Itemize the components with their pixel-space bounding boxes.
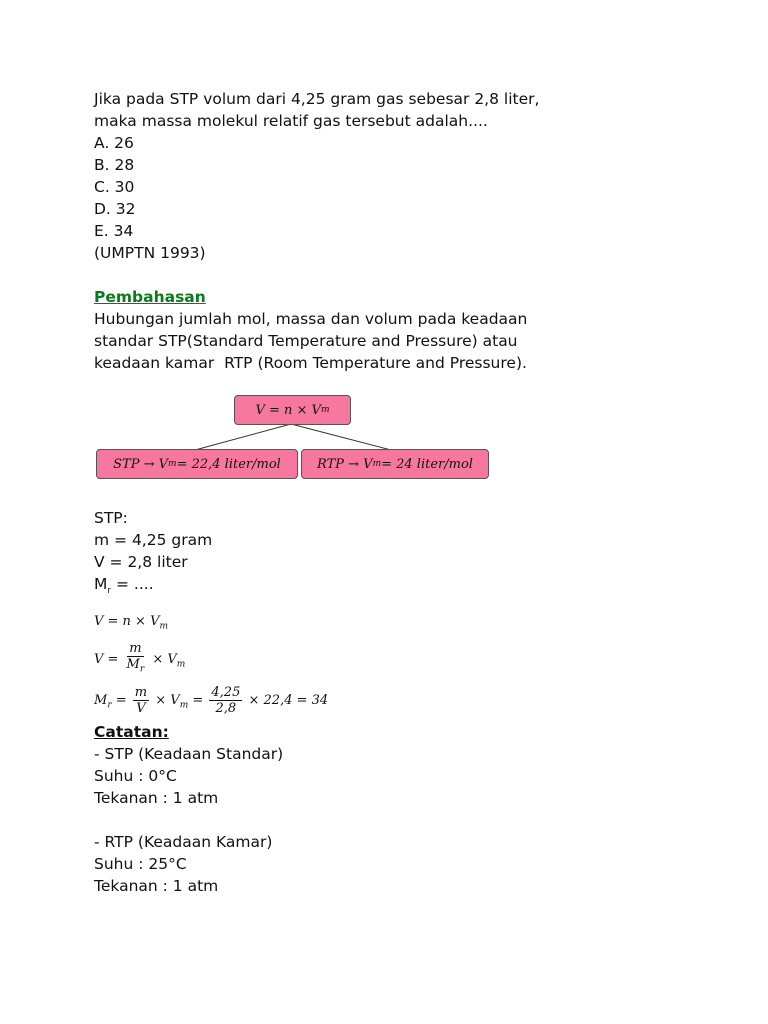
formula-3: $M_r$ = $\frac{m}{V}$ × $V_m$ = $\frac{4,25}{2,8}$ × 22,4 = 34 bbox=[94, 685, 329, 716]
catatan-stp-3: Tekanan : 1 atm bbox=[94, 789, 219, 807]
pembahasan-line-3: keadaan kamar RTP (Room Temperature and Pressure). bbox=[94, 354, 527, 372]
formula-box-rtp: RTP → V m = 24 liter/mol bbox=[301, 449, 489, 479]
option-d: D. 32 bbox=[94, 200, 136, 218]
pembahasan-heading: Pembahasan bbox=[94, 288, 206, 306]
question-line-1: Jika pada STP volum dari 4,25 gram gas sebesar 2,8 liter, bbox=[94, 90, 540, 108]
formula-box-top: V = n × V m bbox=[234, 395, 351, 425]
catatan-block bbox=[94, 721, 734, 897]
catatan-stp-1: - STP (Keadaan Standar) bbox=[94, 745, 284, 763]
given-line-3: V = 2,8 liter bbox=[94, 553, 188, 571]
catatan-rtp-2: Suhu : 25°C bbox=[94, 855, 187, 873]
volume-diagram bbox=[95, 392, 495, 482]
question-source: (UMPTN 1993) bbox=[94, 244, 206, 262]
option-c: C. 30 bbox=[94, 178, 135, 196]
given-block bbox=[94, 507, 734, 602]
given-line-2: m = 4,25 gram bbox=[94, 531, 213, 549]
catatan-heading: Catatan: bbox=[94, 723, 169, 741]
catatan-rtp-3: Tekanan : 1 atm bbox=[94, 877, 219, 895]
question-block bbox=[94, 88, 734, 374]
catatan-rtp-1: - RTP (Keadaan Kamar) bbox=[94, 833, 273, 851]
option-b: B. 28 bbox=[94, 156, 135, 174]
given-line-1: STP: bbox=[94, 509, 128, 527]
option-e: E. 34 bbox=[94, 222, 134, 240]
given-mr: $M_r$ = .... bbox=[94, 575, 154, 597]
option-a: A. 26 bbox=[94, 134, 134, 152]
pembahasan-line-2: standar STP(Standard Temperature and Pressure) atau bbox=[94, 332, 518, 350]
formula-1: $V = n \times V_m$ bbox=[94, 614, 169, 632]
pembahasan-line-1: Hubungan jumlah mol, massa dan volum pada keadaan bbox=[94, 310, 528, 328]
formula-box-stp: STP → V m = 22,4 liter/mol bbox=[96, 449, 298, 479]
question-line-2: maka massa molekul relatif gas tersebut adalah.... bbox=[94, 112, 488, 130]
formula-2: V = $\frac{m}{M_r}$ × $V_m$ bbox=[94, 641, 186, 675]
catatan-stp-2: Suhu : 0°C bbox=[94, 767, 177, 785]
